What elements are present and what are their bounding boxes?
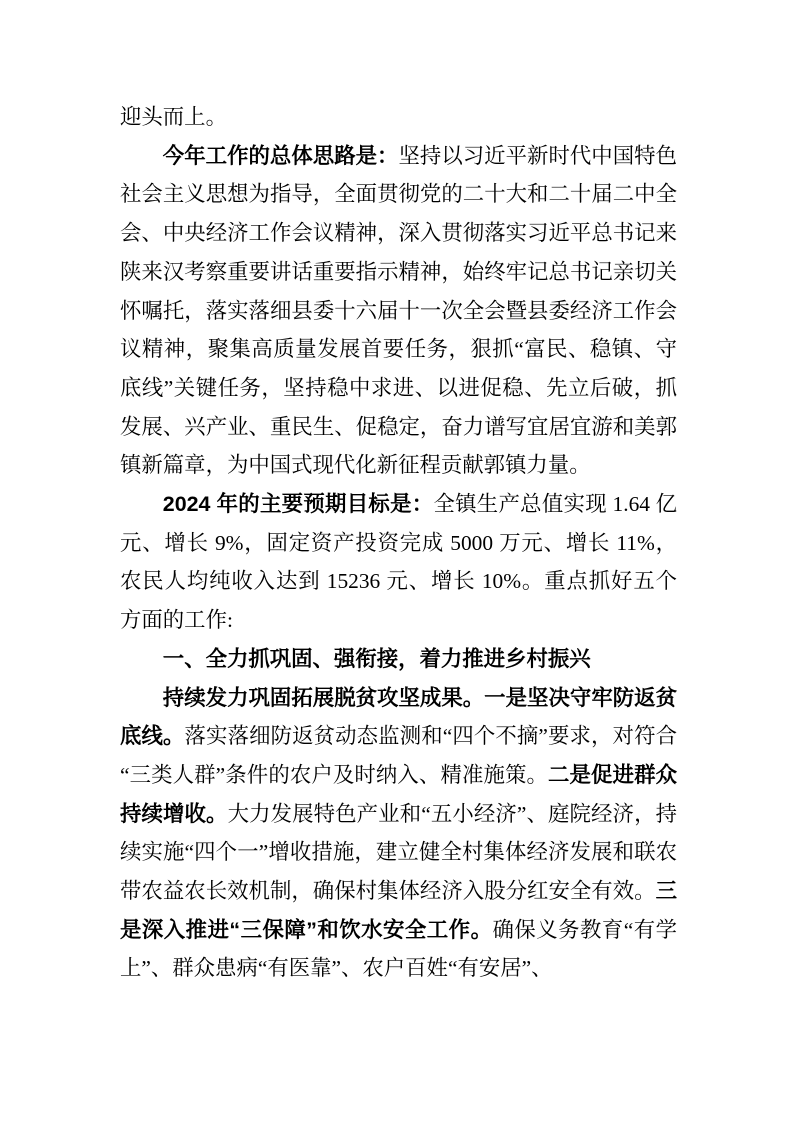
body-text-run: 迎头而上。 [120, 105, 227, 129]
body-text-run: 落实落细防返贫动态监测和“四个不摘”要求，对符合“三类人群”条件的农户及时纳入、精准施策。 [120, 724, 677, 787]
body-text-run: 确保义务教育“有学上”、群众患病“有医靠”、农户百姓“有安居”、 [120, 917, 677, 981]
body-text-run: 坚持以习近平新时代中国特色社会主义思想为指导，全面贯彻党的二十大和二十届二中全会、中央经济工作会议精神，深入贯彻落实习近平总书记来陕来汉考察重要讲话重要指示精神，始终牢记总书记亲切关怀嘱托，落实落细县委十六届十一次全会暨县委经济工作会议精神，聚集高质量发展首要任务，狠抓“富民、稳镇、守底线”关键任务，坚持稳中求进、以进促稳、先立后破，抓发展、兴产业、重民生、促稳定，奋力谱写宜居宜游和美郭镇新篇章，为中国式现代化新征程贡献郭镇力量。 [120, 143, 677, 478]
emphasis-text-run: 今年工作的总体思路是： [162, 143, 399, 168]
heading-section-one-rural-revitalization [120, 640, 677, 679]
body-text-run: 全镇生产总值实现 1.64 亿元、增长 9%，固定资产投资完成 5000 万元、增长 11%，农民人均纯收入达到 15236 元、增长 10%。重点抓好五个方面的工作: [120, 492, 677, 633]
para-continuation [120, 98, 677, 137]
body-text-run: 大力发展特色产业和“五小经济”、庭院经济，持续实施“四个一”增收措施，建立健全村集体经济发展和联农带农益农长效机制，确保村集体经济入股分红安全有效。 [120, 801, 677, 904]
emphasis-text-run: 三是深入推进“三保障”和饮水安全工作。 [120, 879, 677, 942]
emphasis-text-run: 一、全力抓巩固、强衔接，着力推进乡村振兴 [162, 646, 591, 671]
para-poverty-alleviation-consolidation [120, 679, 677, 989]
para-2024-main-targets [120, 485, 677, 640]
document-body [120, 98, 677, 988]
emphasis-text-run: 二是促进群众持续增收。 [120, 762, 677, 826]
emphasis-text-run: 2024 年的主要预期目标是： [162, 492, 434, 517]
emphasis-text-run: 持续发力巩固拓展脱贫攻坚成果。一是坚决守牢防返贫底线。 [120, 685, 677, 749]
para-overall-work-approach [120, 137, 677, 485]
